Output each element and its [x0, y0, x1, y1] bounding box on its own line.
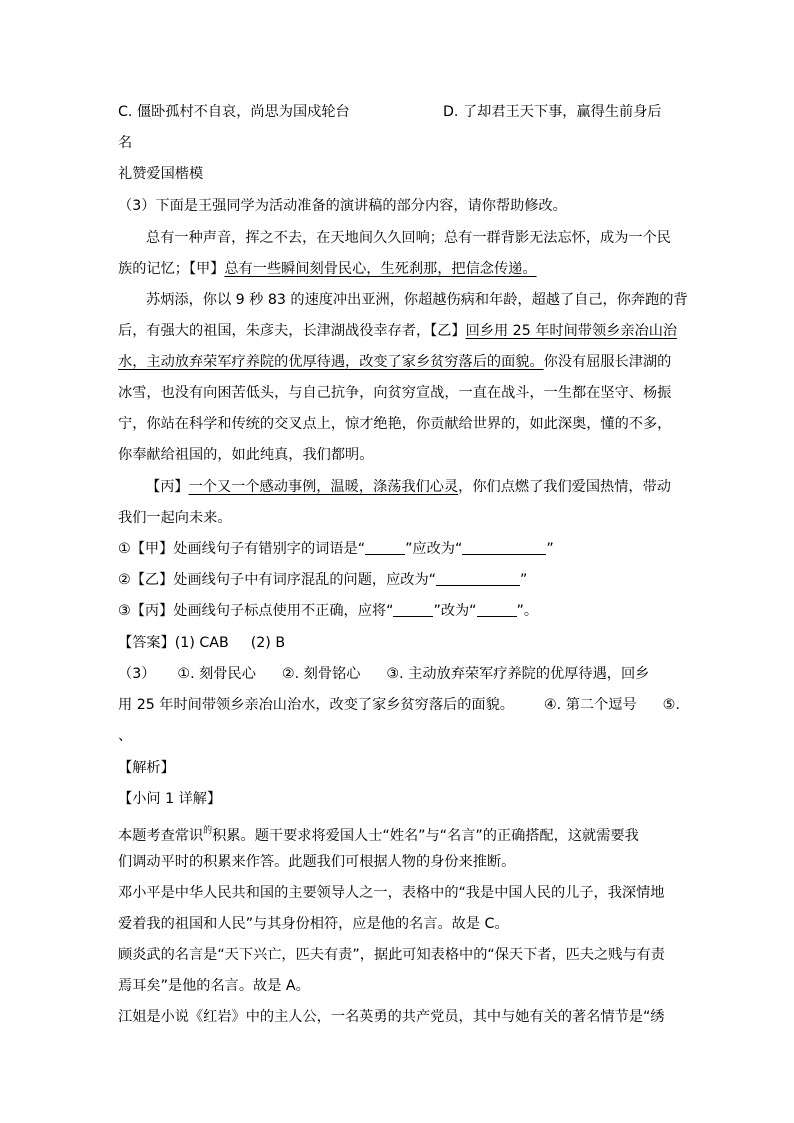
paragraph-1-prefix: 族的记忆；【甲】 [118, 261, 225, 277]
option-d: D. 了却君王天下事，赢得生前身后 [443, 104, 662, 120]
blank-field [436, 571, 520, 586]
underlined-sentence-yi-part-2: 水，主动放弃荣军疗养院的优厚待遇，改变了家乡贫穷落后的面貌。 [118, 354, 544, 370]
paragraph-3-line-1-rest: ，你们点燃了我们爱国热情，带动 [458, 479, 671, 495]
sub-question-2-text: ②【乙】处画线句子中有词序混乱的问题，应改为“ [118, 572, 437, 588]
answer-1: (1) CAB [174, 635, 229, 651]
answer-3-item-2: ②. 刻骨铭心 [281, 666, 361, 682]
paragraph-3-line-1 [146, 477, 671, 497]
underlined-sentence-jia: 总有一些瞬间刻骨民心，生死刹那，把信念传递。 [224, 261, 537, 277]
paragraph-2-line-4: 冰雪，也没有向困苦低头，与自己抗争，向贫穷宣战，一直在战斗，一生都在坚守、杨振 [118, 385, 672, 401]
underlined-sentence-bing: 一个又一个感动事例，温暖，涤荡我们心灵 [188, 479, 459, 495]
blank-field [477, 602, 517, 617]
question-3-intro: （3）下面是王强同学为活动准备的演讲稿的部分内容，请你帮助修改。 [118, 198, 567, 214]
paragraph-2-line-3 [118, 352, 671, 372]
option-d-continued: 名 [118, 135, 133, 151]
paragraph-2-line-5: 宁，你站在科学和传统的交叉点上，惊才绝艳，你贡献给世界的，如此深奥，懂的不多， [118, 416, 672, 432]
sub-question-1 [118, 539, 554, 559]
analysis-line-2: 们调动平时的积累来作答。此题我们可根据人物的身份来推断。 [118, 854, 516, 870]
underlined-sentence-yi-part-1: 回乡用 25 年时间带领乡亲冶山治 [465, 323, 678, 339]
analysis-line-7: 江姐是小说《红岩》中的主人公，一名英勇的共产党员，其中与她有关的著名情节是“绣 [118, 1009, 665, 1025]
paragraph-2-line-3-rest: 你没有屈服长津湖的 [543, 354, 672, 370]
sub-question-3 [118, 601, 538, 621]
answer-3-item-3-continued: 用 25 年时间带领乡亲冶山治水，改变了家乡贫穷落后的面貌。 [118, 697, 514, 713]
sub-question-3-end: ”。 [516, 603, 539, 619]
answer-3-number: （3） [118, 666, 156, 682]
paragraph-1-line-1: 总有一种声音，挥之不去，在天地间久久回响；总有一群背影无法忘怀，成为一个民 [146, 230, 671, 246]
answer-3-item-4: ④. 第二个逗号 [543, 697, 637, 713]
analysis-line-1 [118, 821, 639, 846]
paragraph-2-line-2 [118, 321, 677, 341]
paragraph-2-prefix: 后，有强大的祖国，朱彦夫，长津湖战役幸存者，【乙】 [118, 323, 466, 339]
analysis-line-5: 顾炎武的名言是“天下兴亡，匹夫有责”，据此可知表格中的“保天下者，匹夫之贱与有责 [118, 947, 665, 963]
paragraph-2-line-1: 苏炳添，你以 9 秒 83 的速度冲出亚洲，你超越伤病和年龄，超越了自己，你奔跑的背 [146, 292, 688, 308]
paragraph-3-line-2: 我们一起向未来。 [118, 510, 232, 526]
paragraph-3-prefix: 【丙】 [146, 479, 189, 495]
answer-3-item-5: ⑤. [662, 697, 680, 713]
paragraph-1-line-2 [118, 259, 537, 279]
answer-3-item-3: ③. 主动放弃荣军疗养院的优厚待遇，回乡 [386, 666, 650, 682]
analysis-line-1-rest: 积累。题干要求将爱国人士“姓名”与“名言”的正确搭配，这就需要我 [212, 828, 639, 844]
option-c: C. 僵卧孤村不自哀，尚思为国戍轮台 [118, 104, 350, 120]
analysis-line-3: 邓小平是中华人民共和国的主要领导人之一，表格中的“我是中国人民的儿子，我深情地 [118, 885, 665, 901]
analysis-subheading: 【小问 1 详解】 [118, 791, 222, 807]
option-c-line [118, 102, 662, 122]
sub-question-3-text: ③【丙】处画线句子标点使用不正确，应将“ [118, 603, 394, 619]
sub-question-2-end: ” [520, 572, 528, 588]
blank-field [393, 602, 433, 617]
analysis-label: 【解析】 [118, 760, 175, 776]
sub-question-1-end: ” [546, 541, 554, 557]
answer-2: (2) B [250, 635, 286, 651]
analysis-line-6: 焉耳矣”是他的名言。故是 A。 [118, 978, 310, 994]
answer-label: 【答案】 [118, 635, 175, 651]
answer-3-item-5-value: 、 [118, 728, 133, 744]
sub-question-3-mid: ”改为“ [433, 603, 477, 619]
answer-line-1 [118, 633, 285, 653]
blank-field [365, 540, 405, 555]
analysis-line-4: 爱着我的祖国和人民”与其身份相符，应是他的名言。故是 C。 [118, 916, 509, 932]
sub-question-2 [118, 570, 527, 590]
paragraph-2-line-6: 你奉献给祖国的，如此纯真，我们都明。 [118, 447, 374, 463]
sub-question-1-text: ①【甲】处画线句子有错别字的词语是“ [118, 541, 366, 557]
superscript-char: 的 [203, 826, 213, 836]
blank-field [462, 540, 546, 555]
answer-line-3 [118, 695, 680, 715]
analysis-line-1-start: 本题考查常识 [118, 828, 204, 844]
section-title: 礼赞爱国楷模 [118, 166, 204, 182]
answer-line-2 [118, 664, 649, 684]
sub-question-1-mid: ”应改为“ [405, 541, 463, 557]
answer-3-item-1: ①. 刻骨民心 [177, 666, 256, 682]
